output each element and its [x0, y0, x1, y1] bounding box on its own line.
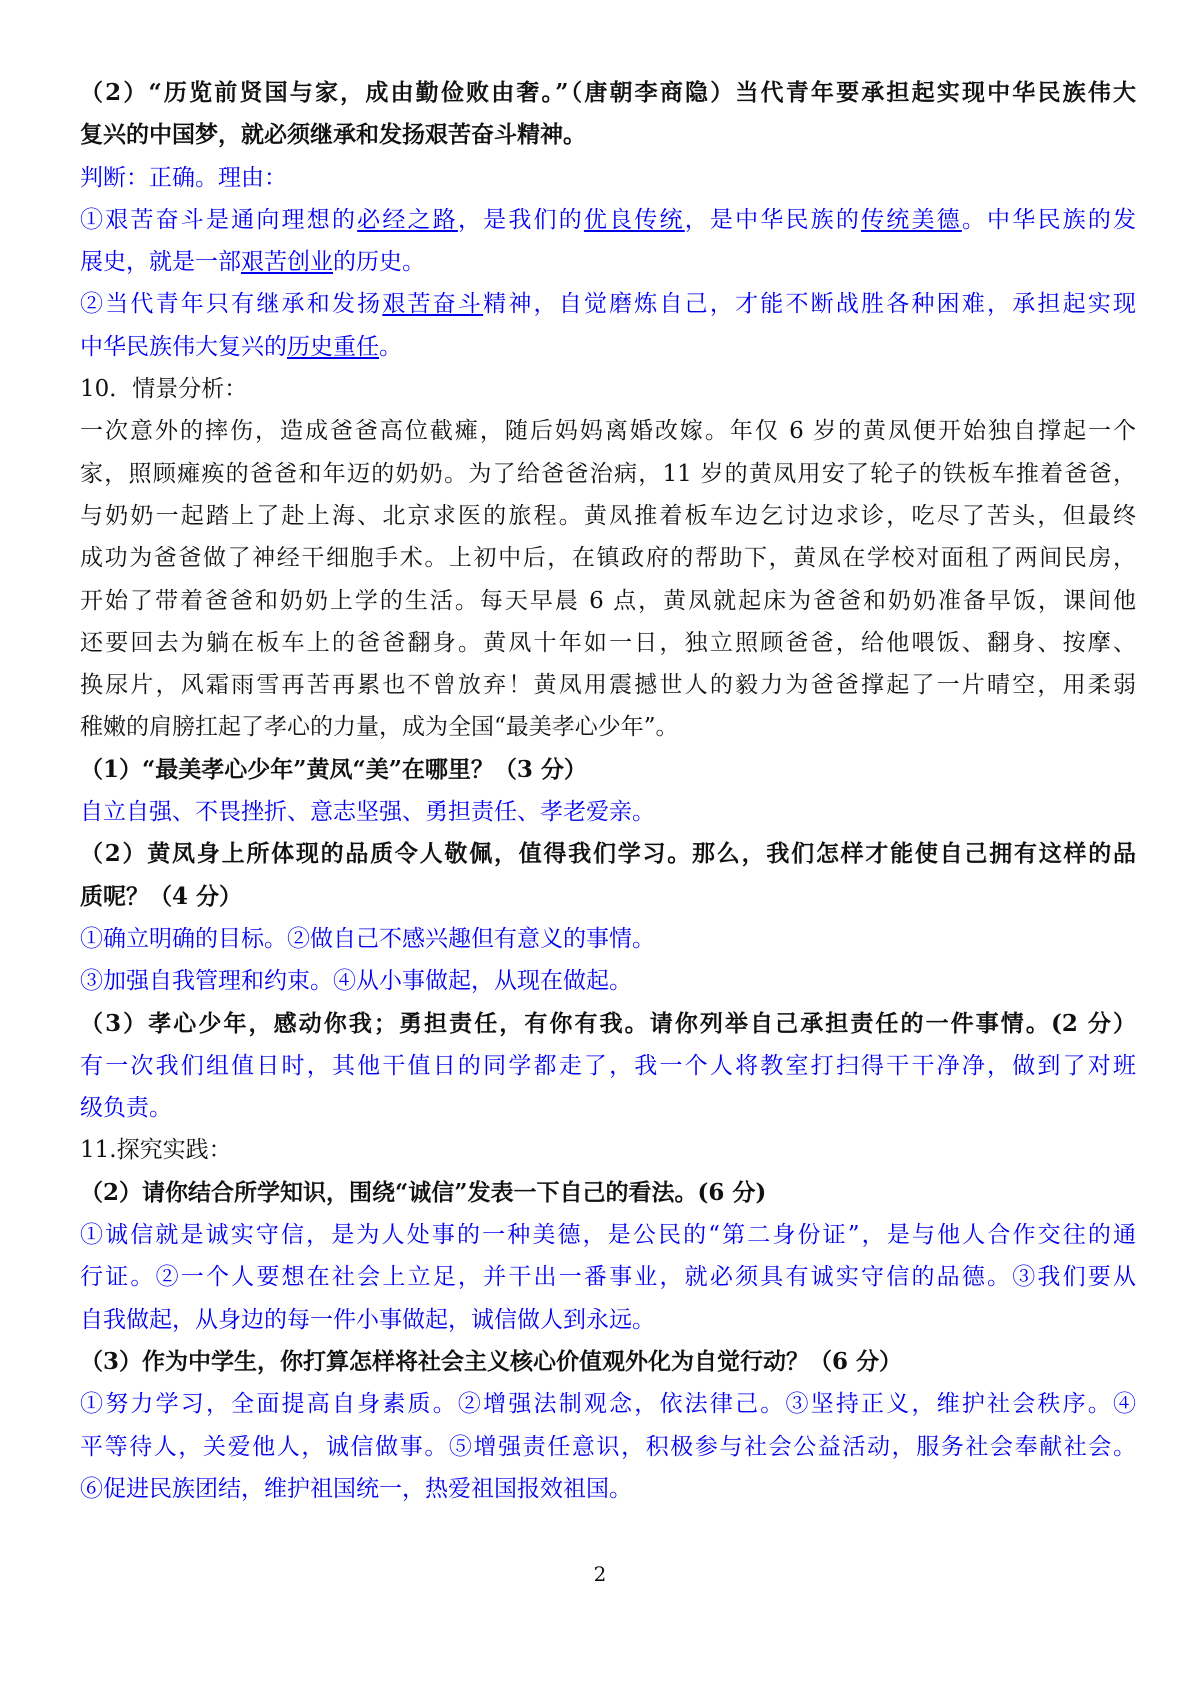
- text-segment: ①诚信就是诚实守信，是为人处事的一种美德，是公民的“第二身份证”，是与他人合作交往的通: [80, 1222, 1136, 1249]
- question-line: [80, 833, 1136, 875]
- answer-line: [80, 157, 1136, 199]
- text-segment: 平等待人，关爱他人，诚信做事。⑤增强责任意识，积极参与社会公益活动，服务社会奉献社会。: [80, 1433, 1136, 1460]
- question-line: [80, 1341, 1136, 1383]
- text-segment: 家，照顾瘫痪的爸爸和年迈的奶奶。为了给爸爸治病，11 岁的黄凤用安了轮子的铁板车推着爸爸，: [80, 460, 1136, 487]
- text-segment: 成功为爸爸做了神经干细胞手术。上初中后，在镇政府的帮助下，黄凤在学校对面租了两间民房，: [80, 545, 1136, 572]
- text-segment: 级负责。: [80, 1095, 172, 1122]
- text-line: [80, 410, 1136, 452]
- answer-line: [80, 1256, 1136, 1298]
- answer-line: [80, 1383, 1136, 1425]
- underlined-keyword: 历史重任: [287, 333, 379, 360]
- text-segment: 的历史。: [333, 249, 425, 276]
- text-line: [80, 1129, 1136, 1171]
- answer-line: [80, 1299, 1136, 1341]
- text-line: [80, 622, 1136, 664]
- text-line: [80, 537, 1136, 579]
- text-segment: 。: [379, 333, 402, 360]
- text-segment: ，是中华民族的: [684, 206, 862, 233]
- underlined-keyword: 艰苦创业: [241, 249, 333, 276]
- text-segment: ③加强自我管理和约束。④从小事做起，从现在做起。: [80, 968, 632, 995]
- answer-line: [80, 918, 1136, 960]
- answer-line: [80, 1087, 1136, 1129]
- text-segment: （3）作为中学生，你打算怎样将社会主义核心价值观外化为自觉行动？（6 分）: [80, 1347, 903, 1375]
- text-line: [80, 706, 1136, 748]
- text-segment: ⑥促进民族团结，维护祖国统一，热爱祖国报效祖国。: [80, 1475, 632, 1502]
- answer-line: [80, 199, 1136, 241]
- underlined-keyword: 优良传统: [583, 206, 685, 233]
- answer-line: [80, 1426, 1136, 1468]
- text-segment: 还要回去为躺在板车上的爸爸翻身。黄凤十年如一日，独立照顾爸爸，给他喂饭、翻身、按摩、: [80, 629, 1136, 656]
- question-line: [80, 1003, 1136, 1045]
- text-segment: （3）孝心少年，感动你我；勇担责任，有你有我。请你列举自己承担责任的一件事情。(2 分）: [80, 1009, 1136, 1037]
- page-number: 2: [593, 1562, 607, 1586]
- text-segment: 行证。②一个人要想在社会上立足，并干出一番事业，就必须具有诚实守信的品德。③我们要从: [80, 1264, 1136, 1291]
- text-segment: 复兴的中国梦，就必须继承和发扬艰苦奋斗精神。: [80, 121, 586, 149]
- question-line: [80, 72, 1136, 114]
- text-segment: 自我做起，从身边的每一件小事做起，诚信做人到永远。: [80, 1306, 655, 1333]
- text-segment: （2）“历览前贤国与家，成由勤俭败由奢。”（唐朝李商隐）当代青年要承担起实现中华民族伟大: [80, 79, 1136, 106]
- answer-line: [80, 1468, 1136, 1510]
- text-segment: 11.探究实践：: [80, 1137, 232, 1164]
- text-segment: （1）“最美孝心少年”黄凤“美”在哪里？（3 分）: [80, 755, 587, 783]
- text-line: [80, 368, 1136, 410]
- answer-line: [80, 960, 1136, 1002]
- text-line: [80, 453, 1136, 495]
- text-segment: （2）请你结合所学知识，围绕“诚信”发表一下自己的看法。(6 分): [80, 1178, 767, 1206]
- question-line: [80, 114, 1136, 156]
- text-segment: （2）黄凤身上所体现的品质令人敬佩，值得我们学习。那么，我们怎样才能使自己拥有这样的品: [80, 840, 1136, 868]
- text-segment: 质呢？（4 分）: [80, 882, 243, 910]
- answer-line: [80, 1045, 1136, 1087]
- question-line: [80, 876, 1136, 918]
- text-line: [80, 580, 1136, 622]
- answer-line: [80, 283, 1136, 325]
- text-segment: 有一次我们组值日时，其他干值日的同学都走了，我一个人将教室打扫得干干净净，做到了对班: [80, 1052, 1136, 1079]
- document-body: [80, 72, 1136, 1510]
- answer-line: [80, 1214, 1136, 1256]
- text-segment: 与奶奶一起踏上了赴上海、北京求医的旅程。黄凤推着板车边乞讨边求诊，吃尽了苦头，但最终: [80, 502, 1136, 529]
- text-segment: 判断：正确。理由：: [80, 164, 287, 191]
- answer-line: [80, 326, 1136, 368]
- underlined-keyword: 必经之路: [357, 206, 458, 233]
- text-segment: 精神，自觉磨炼自己，才能不断战胜各种困难，承担起实现: [483, 291, 1137, 318]
- text-segment: 展史，就是一部: [80, 249, 241, 276]
- text-line: [80, 664, 1136, 706]
- text-segment: ①艰苦奋斗是通向理想的: [80, 206, 358, 233]
- text-segment: 自立自强、不畏挫折、意志坚强、勇担责任、孝老爱亲。: [80, 799, 655, 826]
- text-segment: 换尿片，风霜雨雪再苦再累也不曾放弃！黄凤用震撼世人的毅力为爸爸撑起了一片晴空，用柔弱: [80, 672, 1136, 699]
- text-segment: 10．情景分析：: [80, 376, 248, 403]
- text-segment: 开始了带着爸爸和奶奶上学的生活。每天早晨 6 点，黄凤就起床为爸爸和奶奶准备早饭，课间他: [80, 587, 1136, 614]
- text-segment: 。中华民族的发: [961, 206, 1137, 233]
- question-line: [80, 1172, 1136, 1214]
- text-segment: 一次意外的摔伤，造成爸爸高位截瘫，随后妈妈离婚改嫁。年仅 6 岁的黄凤便开始独自撑起一个: [80, 418, 1136, 445]
- text-segment: 中华民族伟大复兴的: [80, 333, 287, 360]
- text-segment: ①努力学习，全面提高自身素质。②增强法制观念，依法律己。③坚持正义，维护社会秩序。④: [80, 1391, 1136, 1418]
- text-segment: 稚嫩的肩膀扛起了孝心的力量，成为全国“最美孝心少年”。: [80, 714, 679, 741]
- underlined-keyword: 艰苦奋斗: [382, 291, 484, 318]
- text-segment: ①确立明确的目标。②做自己不感兴趣但有意义的事情。: [80, 925, 655, 952]
- underlined-keyword: 传统美德: [861, 206, 962, 233]
- text-line: [80, 495, 1136, 537]
- text-segment: ②当代青年只有继承和发扬: [80, 291, 383, 318]
- answer-line: [80, 791, 1136, 833]
- question-line: [80, 749, 1136, 791]
- text-segment: ，是我们的: [457, 206, 584, 233]
- answer-line: [80, 241, 1136, 283]
